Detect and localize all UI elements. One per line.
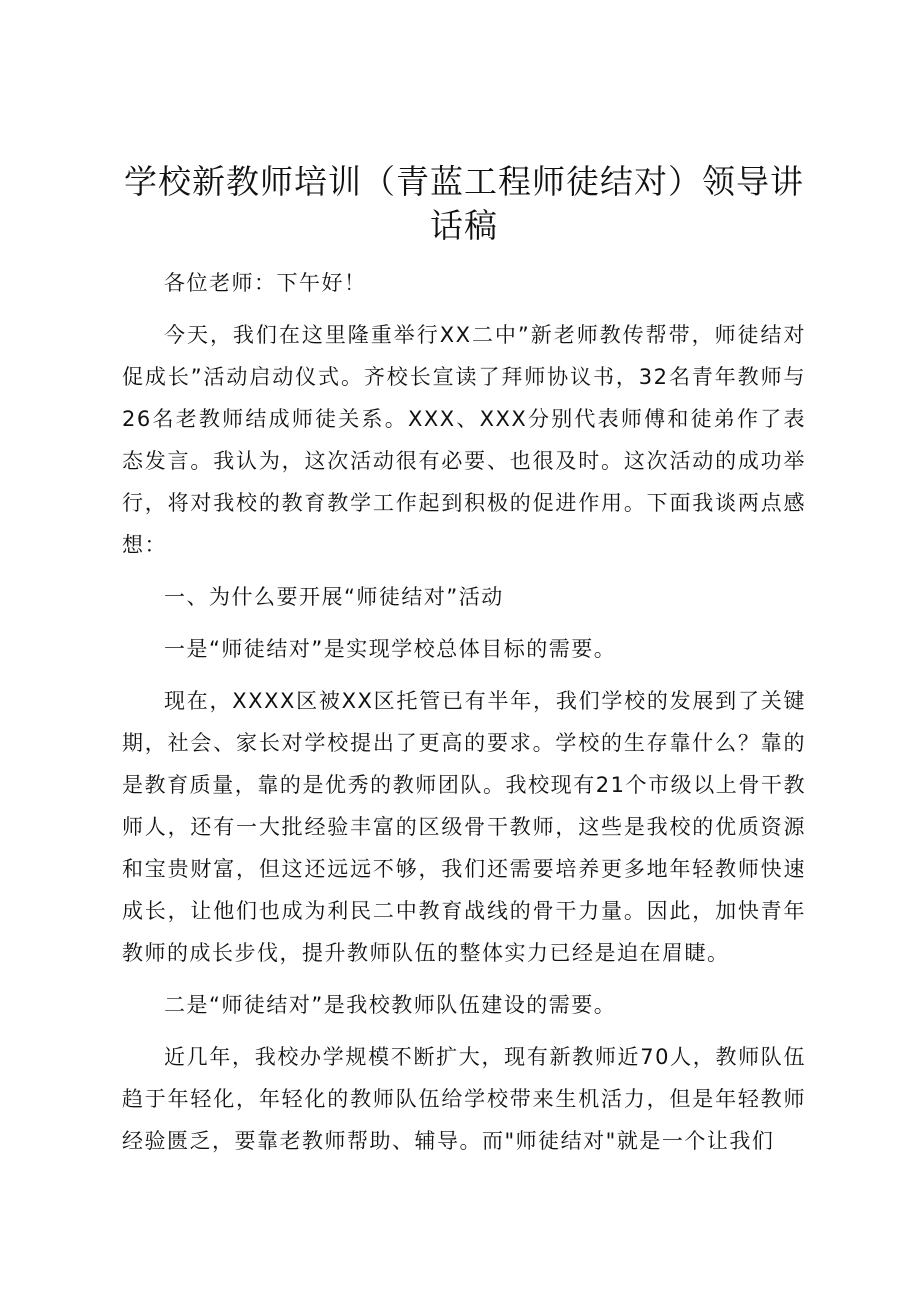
body-paragraph: 今天，我们在这里隆重举行XX二中”新老师教传帮带，师徒结对促成长”活动启动仪式。齐校长宣读了拜师协议书，32名青年教师与26名老教师结成师徒关系。XXX、XXX分别代表师傅和徒弟作了表态发言。我认为，这次活动很有必要、也很及时。这次活动的成功举行，将对我校的教育教学工作起到积极的促进作用。下面我谈两点感想：	[122, 323, 806, 557]
greeting-paragraph: 各位老师：下午好！	[164, 271, 367, 295]
body-paragraph: 近几年，我校办学规模不断扩大，现有新教师近70人，教师队伍趋于年轻化，年轻化的教师队伍给学校带来生机活力，但是年轻教师经验匮乏，要靠老教师帮助、辅导。而"师徒结对"就是一个让我们	[122, 1045, 806, 1153]
sub-heading: 二是“师徒结对”是我校教师队伍建设的需要。	[164, 993, 617, 1017]
document-page	[122, 160, 806, 1162]
section-heading: 一、为什么要开展“师徒结对”活动	[164, 585, 504, 609]
document-title: 学校新教师培训（青蓝工程师徒结对）领导讲话稿	[124, 162, 804, 245]
sub-heading: 一是“师徒结对”是实现学校总体目标的需要。	[164, 637, 617, 661]
document-body	[122, 262, 806, 1162]
body-paragraph: 现在，XXXX区被XX区托管已有半年，我们学校的发展到了关键期，社会、家长对学校提出了更高的要求。学校的生存靠什么？靠的是教育质量，靠的是优秀的教师团队。我校现有21个市级以上骨干教师人，还有一大批经验丰富的区级骨干教师，这些是我校的优质资源和宝贵财富，但这还远远不够，我们还需要培养更多地年轻教师快速成长，让他们也成为利民二中教育战线的骨干力量。因此，加快青年教师的成长步伐，提升教师队伍的整体实力已经是迫在眉睫。	[122, 689, 806, 965]
